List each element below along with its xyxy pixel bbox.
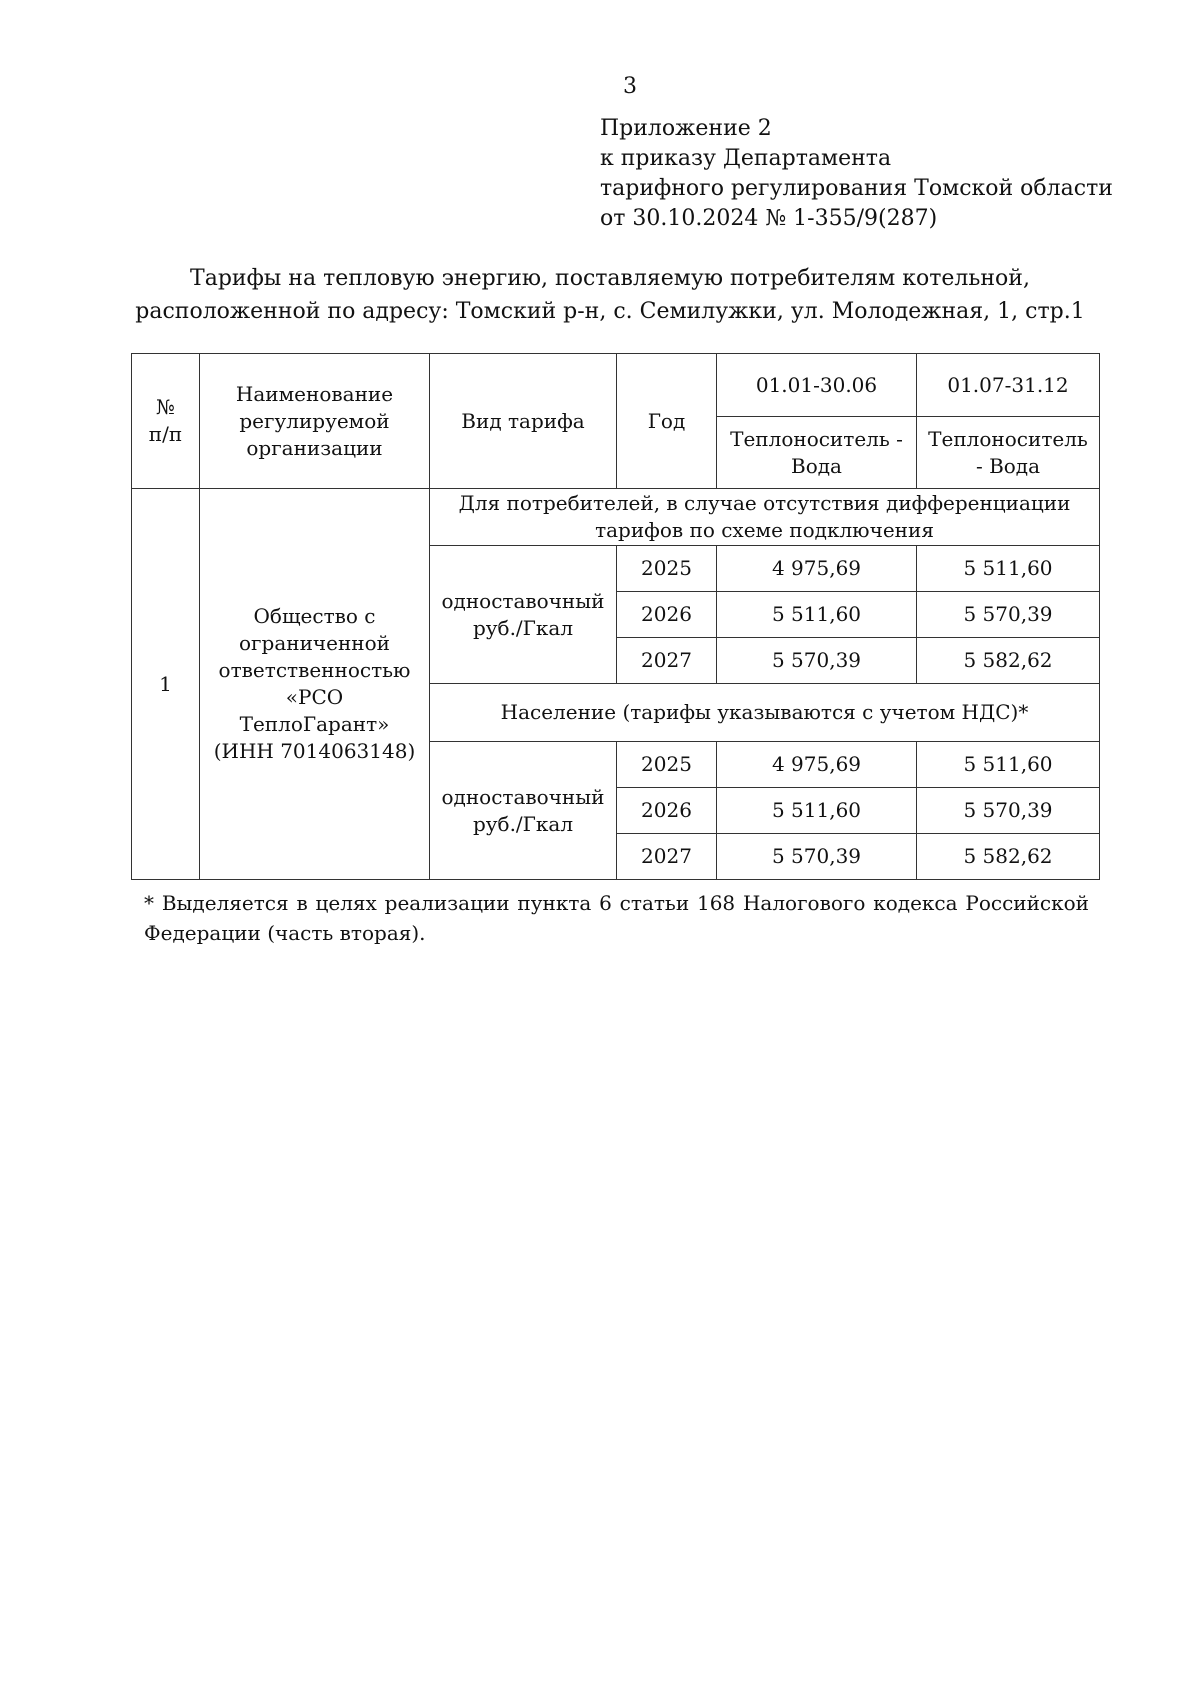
appendix-reference bbox=[600, 114, 1160, 234]
organization-name-cell: Общество с ограниченной ответственностью «РСО ТеплоГарант» (ИНН 7014063148) bbox=[200, 489, 430, 880]
year-cell: 2027 bbox=[617, 834, 717, 880]
header-carrier-1: Теплоноситель - Вода bbox=[717, 417, 917, 489]
tariff-value-cell: 4 975,69 bbox=[717, 742, 917, 788]
year-cell: 2025 bbox=[617, 546, 717, 592]
group-heading-connection: Для потребителей, в случае отсутствия дифференциации тарифов по схеме подключения bbox=[430, 489, 1100, 546]
tariff-value-cell: 5 511,60 bbox=[717, 788, 917, 834]
year-cell: 2026 bbox=[617, 592, 717, 638]
document-title bbox=[130, 262, 1090, 328]
header-number-cell: № п/п bbox=[132, 354, 200, 489]
tariff-value-cell: 4 975,69 bbox=[717, 546, 917, 592]
header-organization-cell: Наименование регулируемой организации bbox=[200, 354, 430, 489]
appendix-line: Приложение 2 bbox=[600, 116, 772, 141]
year-cell: 2025 bbox=[617, 742, 717, 788]
tariff-type-cell: одноставочный руб./Гкал bbox=[430, 546, 617, 684]
tariff-value-cell: 5 582,62 bbox=[917, 834, 1100, 880]
header-row bbox=[132, 354, 1100, 417]
year-cell: 2027 bbox=[617, 638, 717, 684]
title-line: Тарифы на тепловую энергию, поставляемую потребителям котельной, bbox=[190, 266, 1030, 291]
tariff-type-cell: одноставочный руб./Гкал bbox=[430, 742, 617, 880]
year-cell: 2026 bbox=[617, 788, 717, 834]
appendix-line: от 30.10.2024 № 1-355/9(287) bbox=[600, 206, 938, 231]
group-heading-row bbox=[132, 489, 1100, 546]
title-line: расположенной по адресу: Томский р-н, с. Семилужки, ул. Молодежная, 1, стр.1 bbox=[135, 299, 1085, 324]
header-period-1: 01.01-30.06 bbox=[717, 354, 917, 417]
tariff-value-cell: 5 511,60 bbox=[717, 592, 917, 638]
tariff-value-cell: 5 570,39 bbox=[717, 638, 917, 684]
header-year-cell: Год bbox=[617, 354, 717, 489]
tariff-value-cell: 5 570,39 bbox=[717, 834, 917, 880]
tariff-value-cell: 5 570,39 bbox=[917, 788, 1100, 834]
tariff-value-cell: 5 570,39 bbox=[917, 592, 1100, 638]
tariff-table bbox=[131, 353, 1100, 880]
header-tariff-type-cell: Вид тарифа bbox=[430, 354, 617, 489]
tariff-value-cell: 5 511,60 bbox=[917, 742, 1100, 788]
page-number: 3 bbox=[623, 74, 637, 99]
footnote: * Выделяется в целях реализации пункта 6 статьи 168 Налогового кодекса Российской Федерации (часть вторая). bbox=[144, 891, 1089, 945]
tariff-value-cell: 5 582,62 bbox=[917, 638, 1100, 684]
header-period-2: 01.07-31.12 bbox=[917, 354, 1100, 417]
header-carrier-2: Теплоноситель - Вода bbox=[917, 417, 1100, 489]
row-number-cell: 1 bbox=[132, 489, 200, 880]
appendix-line: к приказу Департамента bbox=[600, 146, 892, 171]
tariff-value-cell: 5 511,60 bbox=[917, 546, 1100, 592]
appendix-line: тарифного регулирования Томской области bbox=[600, 176, 1113, 201]
group-heading-population: Население (тарифы указываются с учетом НДС)* bbox=[430, 684, 1100, 742]
